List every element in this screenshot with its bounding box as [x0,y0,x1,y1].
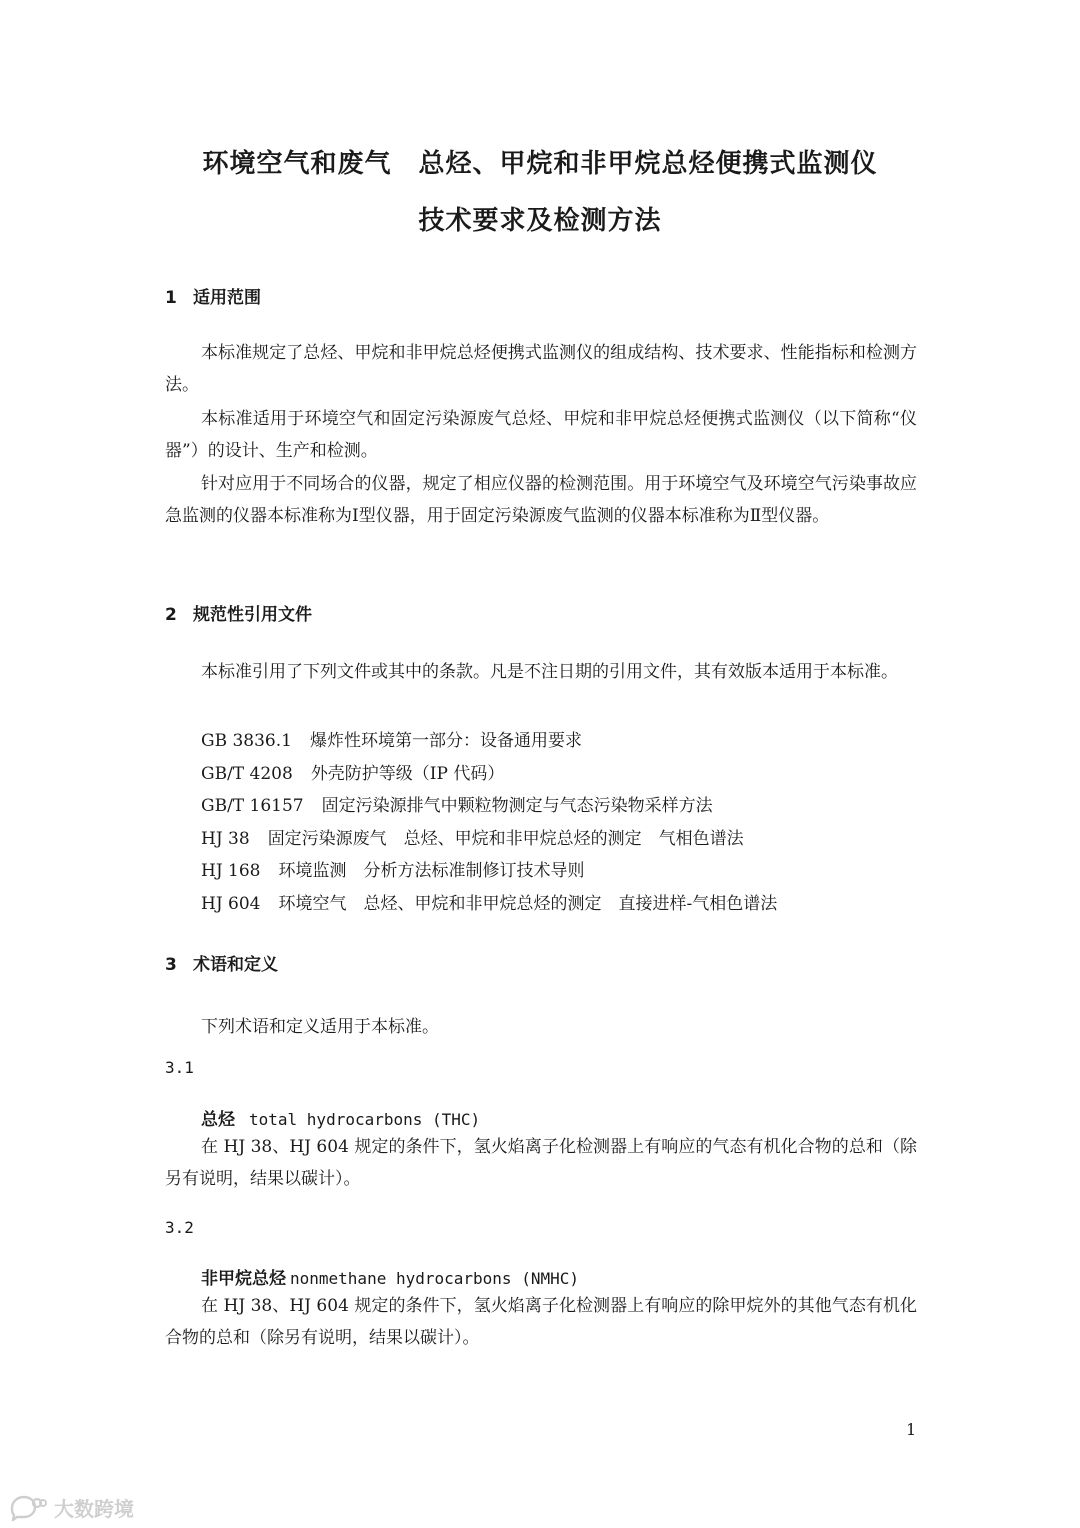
term-3-1-number: 3.1 [165,1058,194,1077]
page-number: 1 [906,1420,917,1439]
term-name-zh: 总烃 [201,1110,235,1130]
section-number: 3 [165,955,177,975]
section-title: 术语和定义 [193,955,278,975]
section-title: 规范性引用文件 [193,605,312,625]
term-3-2-heading [201,1264,579,1289]
section-number: 1 [165,288,177,308]
section-2-intro: 本标准引用了下列文件或其中的条款。凡是不注日期的引用文件，其有效版本适用于本标准。 [201,662,898,682]
section-3-intro: 下列术语和定义适用于本标准。 [201,1017,439,1037]
reference-item [201,889,777,914]
term-name-zh: 非甲烷总烃 [201,1269,286,1289]
term-3-1-definition: 在 HJ 38、HJ 604 规定的条件下，氢火焰离子化检测器上有响应的气态有机化合物的总和（除另有说明，结果以碳计）。 [165,1137,917,1189]
reference-item [201,856,585,881]
reference-code: GB/T 4208 [201,764,293,784]
term-name-en: nonmethane hydrocarbons (NMHC) [290,1269,579,1288]
section-2-heading [165,600,312,625]
reference-item [201,759,504,784]
term-3-2-definition: 在 HJ 38、HJ 604 规定的条件下，氢火焰离子化检测器上有响应的除甲烷外的其他气态有机化合物的总和（除另有说明，结果以碳计）。 [165,1296,917,1348]
term-3-2-number: 3.2 [165,1218,194,1237]
reference-title: 外壳防护等级（IP 代码） [310,764,505,784]
section-number: 2 [165,605,177,625]
term-3-1-heading [201,1105,480,1130]
section-1-heading [165,283,261,308]
watermark-text: 大数跨境 [54,1497,134,1521]
reference-item [201,824,744,849]
chat-bubble-logo-icon [8,1495,48,1521]
reference-code: HJ 38 [201,829,250,849]
document-title-line-2: 技术要求及检测方法 [418,206,662,236]
reference-title: 爆炸性环境第一部分：设备通用要求 [309,731,582,751]
reference-code: HJ 168 [201,861,261,881]
reference-title: 环境监测 分析方法标准制修订技术导则 [278,861,585,881]
reference-code: GB/T 16157 [201,796,304,816]
reference-item [201,791,713,816]
section-1-paragraph-1: 本标准规定了总烃、甲烷和非甲烷总烃便携式监测仪的组成结构、技术要求、性能指标和检测方法。 [165,343,917,395]
reference-code: GB 3836.1 [201,731,292,751]
reference-title: 固定污染源排气中颗粒物测定与气态污染物采样方法 [321,796,713,816]
section-title: 适用范围 [193,288,261,308]
section-1-paragraph-3: 针对应用于不同场合的仪器，规定了相应仪器的检测范围。用于环境空气及环境空气污染事故应急监测的仪器本标准称为Ⅰ型仪器，用于固定污染源废气监测的仪器本标准称为Ⅱ型仪器。 [165,474,917,526]
term-name-en: total hydrocarbons (THC) [249,1110,481,1129]
reference-item [201,726,582,751]
reference-title: 环境空气 总烃、甲烷和非甲烷总烃的测定 直接进样-气相色谱法 [278,894,778,914]
section-3-heading [165,950,278,975]
document-title-line-1: 环境空气和废气 总烃、甲烷和非甲烷总烃便携式监测仪 [202,149,878,179]
watermark [8,1493,134,1522]
reference-code: HJ 604 [201,894,261,914]
reference-title: 固定污染源废气 总烃、甲烷和非甲烷总烃的测定 气相色谱法 [267,829,744,849]
section-1-paragraph-2: 本标准适用于环境空气和固定污染源废气总烃、甲烷和非甲烷总烃便携式监测仪（以下简称“仪器”）的设计、生产和检测。 [165,409,917,461]
